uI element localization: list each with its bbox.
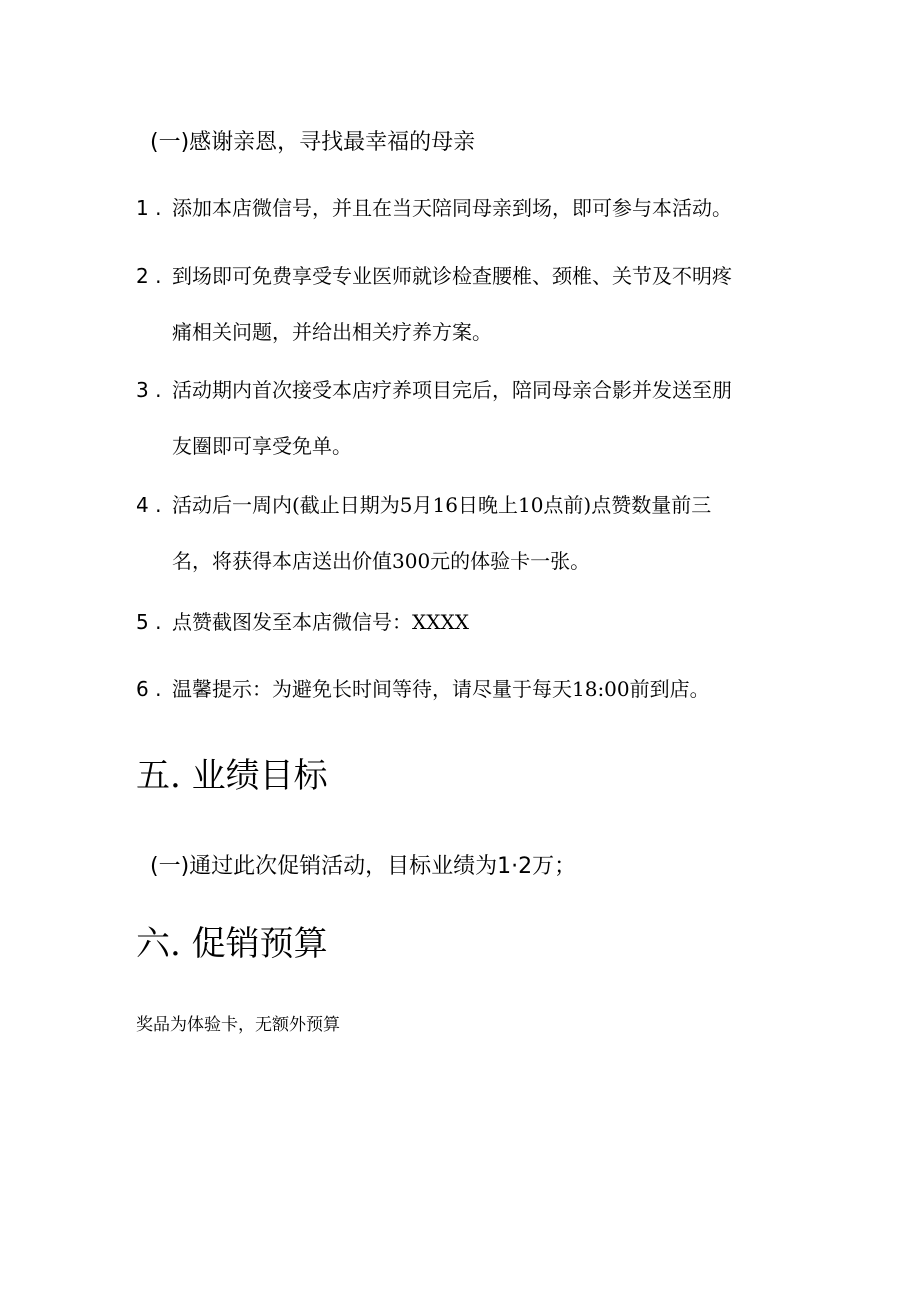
list-item-number: 1 . [136,196,162,220]
list-item-text: 温馨提示：为避免长时间等待，请尽量于每天18:00前到店。 [172,677,710,701]
list-item-5 [136,608,796,636]
list-item-number: 4 . [136,493,162,517]
list-item-text: 活动后一周内(截止日期为5月16日晚上10点前)点赞数量前三 [172,493,712,517]
list-item-3 [136,376,796,460]
list-item-text-continued: 友圈即可享受免单。 [172,434,352,458]
list-item-6 [136,675,796,703]
list-item-number: 2 . [136,264,162,288]
list-item-4 [136,491,796,575]
list-item-text: 活动期内首次接受本店疗养项目完后，陪同母亲合影并发送至朋 [172,378,732,402]
subheading-performance-goal: (一)通过此次促销活动，目标业绩为1·2万； [150,854,577,879]
list-item-2 [136,262,796,346]
section-heading-performance-target: 五. 业绩目标 [136,756,328,796]
subheading-thank-mothers: (一)感谢亲恩，寻找最幸福的母亲 [150,130,476,155]
list-item-text: 点赞截图发至本店微信号：XXXX [172,610,469,634]
list-item-number: 6 . [136,677,162,701]
list-item-text: 添加本店微信号，并且在当天陪同母亲到场，即可参与本活动。 [172,196,732,220]
list-item-number: 5 . [136,610,162,634]
budget-description: 奖品为体验卡，无额外预算 [136,1015,340,1035]
list-item-text-continued: 痛相关问题，并给出相关疗养方案。 [172,320,492,344]
section-heading-promotion-budget: 六. 促销预算 [136,924,328,964]
list-item-text-continued: 名，将获得本店送出价值300元的体验卡一张。 [172,549,591,573]
list-item-text: 到场即可免费享受专业医师就诊检查腰椎、颈椎、关节及不明疼 [172,264,732,288]
list-item-number: 3 . [136,378,162,402]
list-item-1 [136,194,796,222]
